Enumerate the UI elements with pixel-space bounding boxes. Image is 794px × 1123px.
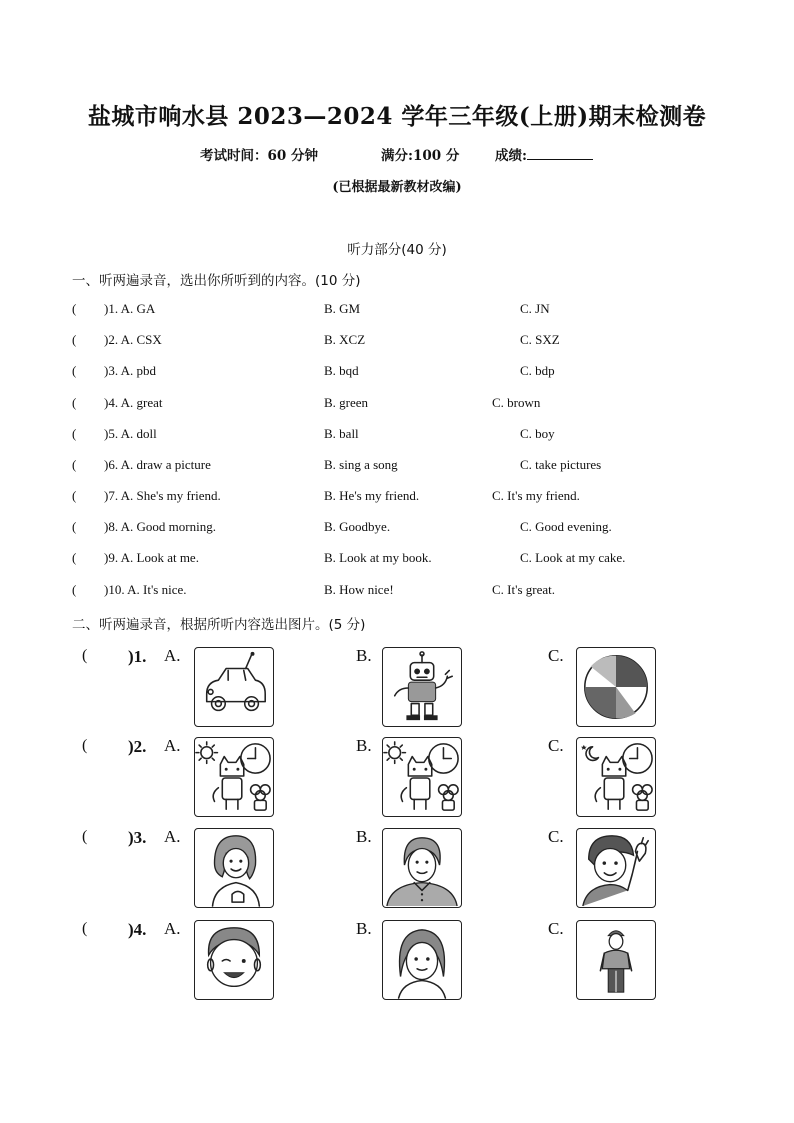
- answer-paren[interactable]: (: [72, 395, 77, 410]
- question-number: )1.: [128, 647, 147, 666]
- option-c[interactable]: C. It's great.: [492, 582, 555, 597]
- option-c[interactable]: C. brown: [492, 395, 541, 410]
- option-b[interactable]: B. GM: [324, 301, 361, 316]
- option-picture-woman[interactable]: [194, 828, 274, 908]
- answer-paren[interactable]: (: [72, 426, 77, 441]
- option-label: A.: [164, 736, 181, 755]
- exam-time: 考试时间：60 分钟: [200, 148, 318, 164]
- option-b[interactable]: B. bqd: [324, 363, 359, 378]
- answer-paren[interactable]: (: [82, 737, 88, 754]
- answer-paren[interactable]: (: [72, 457, 77, 472]
- option-label: B.: [356, 736, 372, 755]
- option-picture-moon-clock-nine[interactable]: [576, 737, 656, 817]
- option-c[interactable]: C. JN: [520, 301, 550, 316]
- question-number: )6. A. draw a picture: [104, 457, 211, 472]
- answer-paren[interactable]: (: [72, 363, 77, 378]
- option-c[interactable]: C. bdp: [520, 363, 555, 378]
- option-label: C.: [548, 736, 564, 755]
- option-picture-grandmother[interactable]: [382, 828, 462, 908]
- score-label: 成绩:: [495, 148, 527, 164]
- answer-paren[interactable]: (: [82, 828, 88, 845]
- question-number: )4.: [128, 920, 147, 939]
- question-number: )2. A. CSX: [104, 332, 162, 347]
- option-label: A.: [164, 827, 181, 846]
- option-b[interactable]: B. ball: [324, 426, 359, 441]
- section1-heading: 一、听两遍录音，选出你所听到的内容。(10 分): [72, 273, 361, 289]
- answer-paren[interactable]: (: [72, 332, 77, 347]
- question-number: )9. A. Look at me.: [104, 550, 199, 565]
- section2-heading: 二、听两遍录音，根据所听内容选出图片。(5 分): [72, 617, 366, 633]
- answer-paren[interactable]: (: [72, 582, 77, 597]
- option-label: A.: [164, 919, 181, 938]
- question-number: )10. A. It's nice.: [104, 582, 187, 597]
- answer-paren[interactable]: (: [72, 301, 77, 316]
- subtitle: (已根据最新教材改编): [332, 180, 462, 195]
- option-c[interactable]: C. boy: [520, 426, 555, 441]
- question-number: )3.: [128, 828, 147, 847]
- option-b[interactable]: B. He's my friend.: [324, 488, 420, 503]
- question-number: )3. A. pbd: [104, 363, 156, 378]
- option-picture-boy-waving[interactable]: [576, 828, 656, 908]
- option-label: B.: [356, 919, 372, 938]
- option-label: C.: [548, 919, 564, 938]
- option-picture-toy-car[interactable]: [194, 647, 274, 727]
- option-label: B.: [356, 646, 372, 665]
- option-label: C.: [548, 827, 564, 846]
- option-label: A.: [164, 646, 181, 665]
- option-c[interactable]: C. take pictures: [520, 457, 602, 472]
- option-c[interactable]: C. SXZ: [520, 332, 560, 347]
- question-number: )7. A. She's my friend.: [104, 488, 221, 503]
- page-title: 盐城市响水县 2023—2024 学年三年级(上册)期末检测卷: [87, 103, 707, 130]
- option-b[interactable]: B. green: [324, 395, 369, 410]
- full-score: 满分:100 分: [381, 148, 460, 164]
- option-picture-girl-face[interactable]: [382, 920, 462, 1000]
- question-number: )8. A. Good morning.: [104, 519, 216, 534]
- option-picture-boy-face[interactable]: [194, 920, 274, 1000]
- question-number: )1. A. GA: [104, 301, 156, 316]
- option-label: C.: [548, 646, 564, 665]
- question-number: )2.: [128, 737, 147, 756]
- option-b[interactable]: B. sing a song: [324, 457, 398, 472]
- score-field: [495, 144, 593, 164]
- answer-paren[interactable]: (: [72, 488, 77, 503]
- question-number: )5. A. doll: [104, 426, 157, 441]
- answer-paren[interactable]: (: [82, 920, 88, 937]
- option-c[interactable]: C. Good evening.: [520, 519, 612, 534]
- option-b[interactable]: B. How nice!: [324, 582, 394, 597]
- option-b[interactable]: B. XCZ: [324, 332, 366, 347]
- option-c[interactable]: C. Look at my cake.: [520, 550, 626, 565]
- option-picture-sun-clock-three[interactable]: [382, 737, 462, 817]
- option-picture-sun-clock-nine[interactable]: [194, 737, 274, 817]
- answer-paren[interactable]: (: [82, 647, 88, 664]
- option-picture-robot[interactable]: [382, 647, 462, 727]
- option-picture-man-standing[interactable]: [576, 920, 656, 1000]
- question-number: )4. A. great: [104, 395, 163, 410]
- option-label: B.: [356, 827, 372, 846]
- listening-part-title: 听力部分(40 分): [347, 242, 447, 258]
- option-c[interactable]: C. It's my friend.: [492, 488, 580, 503]
- option-b[interactable]: B. Goodbye.: [324, 519, 391, 534]
- option-picture-ball[interactable]: [576, 647, 656, 727]
- answer-paren[interactable]: (: [72, 550, 77, 565]
- answer-paren[interactable]: (: [72, 519, 77, 534]
- option-b[interactable]: B. Look at my book.: [324, 550, 432, 565]
- score-blank[interactable]: [527, 147, 593, 160]
